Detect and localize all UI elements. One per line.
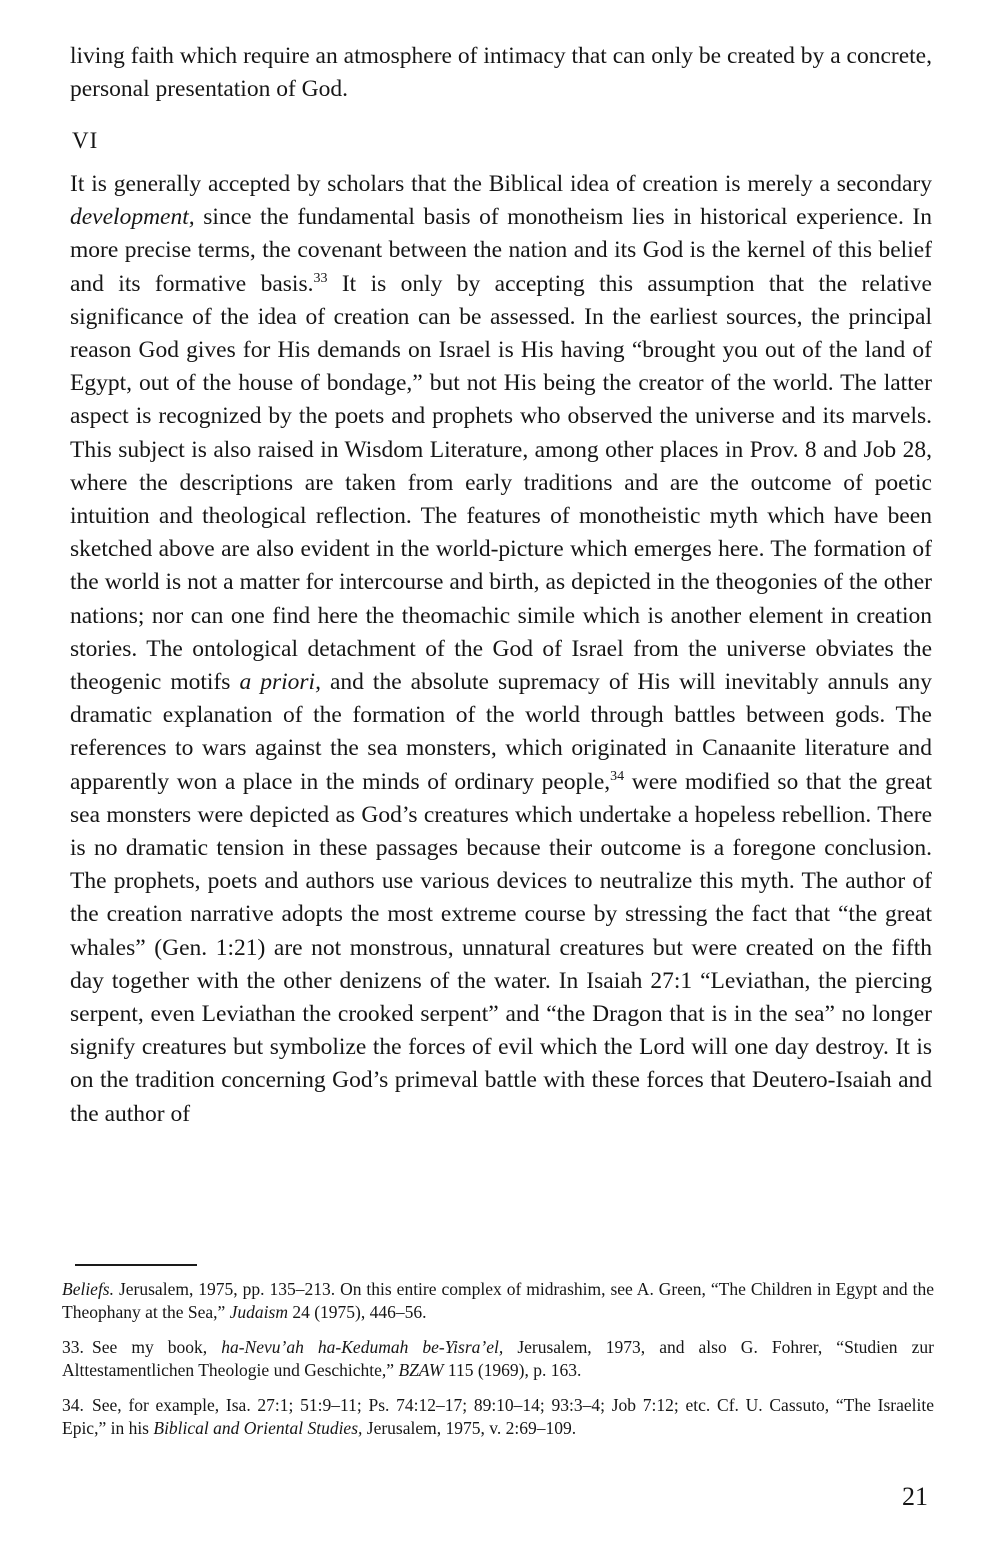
footnote-continued: [62, 1278, 934, 1323]
footnote-divider: [75, 1264, 197, 1266]
footnote-italic: BZAW: [398, 1359, 444, 1380]
footnote-italic: Biblical and Oriental Studies,: [153, 1417, 363, 1438]
footnote-number: 33.: [62, 1337, 84, 1357]
footnote-text: 115 (1969), p. 163.: [443, 1359, 582, 1380]
footnote-ref-33[interactable]: 33: [313, 270, 328, 286]
footnote-text: Jerusalem, 1975, pp. 135–213. On this entire complex of midrashim, see A. Green, “The Children in Egypt and the Theophany at the Sea,”: [62, 1279, 934, 1322]
footnote-34: [62, 1394, 934, 1439]
footnote-text: Jerusalem, 1975, v. 2:69–109.: [362, 1417, 577, 1438]
paragraph-main: [70, 168, 932, 1131]
footnote-text: 24 (1975), 446–56.: [287, 1301, 427, 1322]
page-number: 21: [902, 1482, 928, 1511]
paragraph-continued: living faith which require an atmosphere of intimacy that can only be created by a concrete, personal presentation of God.: [70, 43, 932, 103]
footnote-italic: Beliefs.: [62, 1279, 114, 1299]
paragraph-italic: a priori,: [239, 669, 321, 696]
footnote-text: See, for example, Isa. 27:1; 51:9–11; Ps. 74:12–17; 89:10–14; 93:3–4; Job 7:12; etc. Cf. U. Cassuto, “The Israelite Epic,” in his: [62, 1395, 934, 1438]
footnote-ref-34[interactable]: 34: [610, 768, 625, 784]
footnote-33: [62, 1336, 934, 1381]
paragraph-text: and the absolute supremacy of His will inevitably annuls any dramatic explanation of the formation of the world through battles between gods. The references to wars against the sea monsters, which originated in Canaanite literature and apparently won a place in the minds of ordinary people,: [70, 669, 932, 795]
paragraph-text: It is generally accepted by scholars that the Biblical idea of creation is merely a secondary: [70, 171, 932, 197]
section-heading: VI: [72, 128, 99, 153]
paragraph-text: since the fundamental basis of monotheism lies in historical experience. In more precise terms, the covenant between the nation and its God is the kernel of this belief and its formative basis.: [70, 204, 932, 297]
paragraph-text: It is only by accepting this assumption that the relative significance of the idea of creation can be assessed. In the earliest sources, the principal reason God gives for His demands on Israel is His having “brought you out of the land of Egypt, out of the house of bondage,” but not His being the creator of the world. The latter aspect is recognized by the poets and prophets who observed the universe and its marvels. This subject is also raised in Wisdom Literature, among other places in Prov. 8 and Job 28, where the descriptions are taken from early traditions and are the outcome of poetic intuition and theological reflection. The features of monotheistic myth which have been sketched above are also evident in the world-picture which emerges here. The formation of the world is not a matter for intercourse and birth, as depicted in the theogonies of the other nations; nor can one find here the theomachic simile which is another element in creation stories. The ontological detachment of the God of Israel from the universe obviates the theogenic motifs: [70, 270, 932, 696]
footnote-text: Jerusalem, 1973, and also G. Fohrer, “Studien zur Alttestamentlichen Theologie und Geschichte,”: [62, 1337, 934, 1380]
footnote-number: 34.: [62, 1395, 84, 1415]
paragraph-text: were modified so that the great sea monsters were depicted as God’s creatures which undertake a hopeless rebellion. There is no dramatic tension in these passages because their outcome is a foregone conclusion. The prophets, poets and authors use various devices to neutralize this myth. The author of the creation narrative adopts the most extreme course by stressing the fact that “the great whales” (Gen. 1:21) are not monstrous, unnatural creatures but were created on the fifth day together with the other denizens of the water. In Isaiah 27:1 “Leviathan, the piercing serpent, even Leviathan the crooked serpent” and “the Dragon that is in the sea” no longer signify creatures but symbolize the forces of evil which the Lord will one day destroy. It is on the tradition concerning God’s primeval battle with these forces that Deutero-Isaiah and the author of: [70, 768, 932, 1127]
paragraph-italic: development,: [70, 204, 195, 231]
footnote-text: See my book,: [92, 1337, 222, 1357]
footnote-italic: ha-Nevu’ah ha-Kedumah be-Yisra’el,: [221, 1337, 504, 1357]
footnote-italic: Judaism: [229, 1301, 288, 1322]
